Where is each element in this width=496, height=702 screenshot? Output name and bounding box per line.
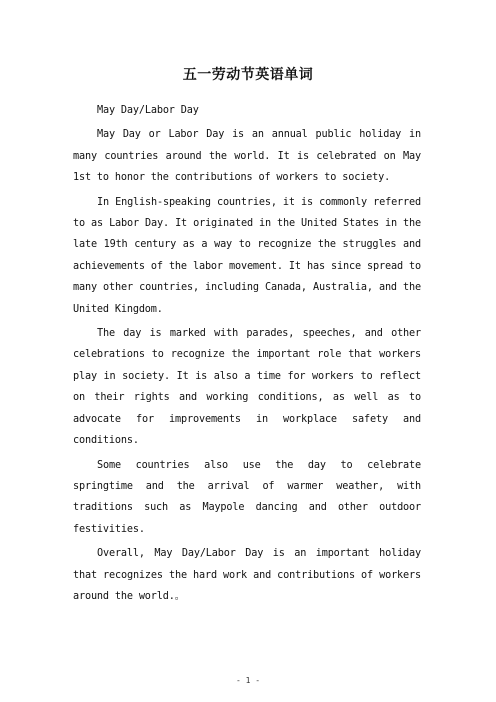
- document-body: [73, 100, 421, 610]
- paragraph-springtime: Some countries also use the day to celebrate springtime and the arrival of warmer weather, with traditions such as Maypole dancing and other outdoor festivities.: [73, 459, 421, 535]
- paragraph-origin: In English-speaking countries, it is commonly referred to as Labor Day. It originated in the United States in the late 19th century as a way to recognize the struggles and achievements of the labor movement. It has since spread to many other countries, including Canada, Australia, and the United Kingdom.: [73, 196, 421, 315]
- document-title: 五一劳动节英语单词: [182, 67, 314, 83]
- page-number: - 1 -: [235, 676, 261, 685]
- paragraph-celebrations: The day is marked with parades, speeches, and other celebrations to recognize the important role that workers play in society. It is also a time for workers to reflect on their rights and working conditions, as well as to advocate for improvements in workplace safety and conditions.: [73, 328, 421, 447]
- paragraph-overall: Overall, May Day/Labor Day is an important holiday that recognizes the hard work and contributions of workers around the world.。: [73, 548, 421, 602]
- paragraph-heading: May Day/Labor Day: [97, 105, 199, 116]
- paragraph-intro: May Day or Labor Day is an annual public holiday in many countries around the world. It is celebrated on May 1st to honor the contributions of workers to society.: [73, 129, 421, 184]
